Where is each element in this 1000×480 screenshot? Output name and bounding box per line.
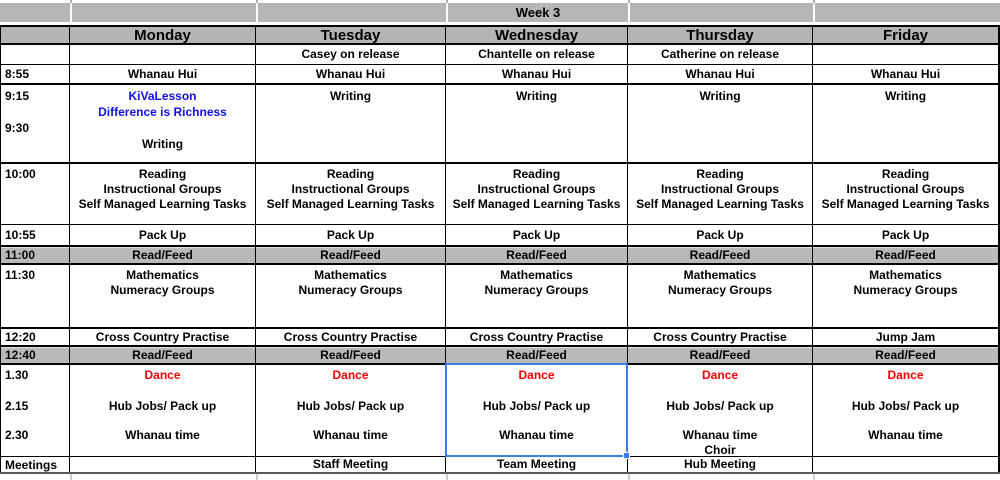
cell-whanau-hui-tuesday[interactable] <box>256 65 446 83</box>
time-label: 12:20 <box>5 330 36 344</box>
cell-afternoon-friday[interactable] <box>813 365 1000 456</box>
cell-text <box>70 120 255 136</box>
cell-text: Numeracy Groups <box>484 283 589 297</box>
cell-text: Read/Feed <box>132 247 193 262</box>
cell-pack-up-wednesday[interactable] <box>446 225 628 245</box>
cell-text: Dance <box>332 368 369 382</box>
cell-pack-up-monday[interactable] <box>70 225 256 245</box>
time-label: 1.30 <box>5 368 29 382</box>
day-header-wednesday[interactable] <box>446 27 628 43</box>
day-label: Friday <box>882 26 928 44</box>
day-label: Tuesday <box>320 26 381 44</box>
row-whanau-hui <box>0 64 1000 83</box>
row-read-feed-2 <box>0 345 1000 363</box>
cell-meeting-wednesday[interactable] <box>446 457 628 472</box>
day-header-thursday[interactable] <box>628 27 813 43</box>
cell-afternoon-tuesday[interactable] <box>256 365 446 456</box>
cell-text: Casey on release <box>301 47 400 61</box>
cell-reading-thursday[interactable] <box>628 164 813 224</box>
cell-text: Pack Up <box>881 227 930 242</box>
cell-text: Hub Jobs/ Pack up <box>482 399 591 413</box>
cell-text: Hub Jobs/ Pack up <box>108 399 217 413</box>
cell-read-feed2-friday[interactable] <box>813 347 1000 363</box>
cell-afternoon-monday[interactable] <box>70 365 256 456</box>
cell-writing-thursday[interactable] <box>628 85 813 162</box>
cell-text: Hub Jobs/ Pack up <box>296 399 405 413</box>
cell-reading-wednesday[interactable] <box>446 164 628 224</box>
cell-reading-tuesday[interactable] <box>256 164 446 224</box>
cell-text: Instructional Groups <box>291 182 410 196</box>
banner-cell[interactable] <box>813 3 1000 22</box>
cell-text: Whanau Hui <box>315 66 386 81</box>
week-banner-row <box>0 3 1000 22</box>
cell-text: Whanau time <box>125 428 200 442</box>
cell-text: Hub Jobs/ Pack up <box>851 399 960 413</box>
cell-text: Difference is Richness <box>98 105 227 119</box>
time-cell-12-20[interactable] <box>0 329 70 345</box>
cell-text: Writing <box>329 89 372 103</box>
cell-text: Hub Meeting <box>684 457 756 471</box>
cell-text: Pack Up <box>326 227 375 242</box>
time-cell-10-00[interactable] <box>0 164 70 224</box>
cell-whanau-hui-monday[interactable] <box>70 65 256 83</box>
cell-read-feed-monday[interactable] <box>70 247 256 263</box>
cell-text: Read/Feed <box>875 347 936 362</box>
row-mathematics <box>0 263 1000 327</box>
cell-pack-up-friday[interactable] <box>813 225 1000 245</box>
row-writing <box>0 83 1000 162</box>
cell-text: Numeracy Groups <box>298 283 403 297</box>
row-reading <box>0 162 1000 224</box>
cell-whanau-hui-thursday[interactable] <box>628 65 813 83</box>
cell-text: Read/Feed <box>875 247 936 262</box>
cell-text: Instructional Groups <box>477 182 596 196</box>
cell-text: Writing <box>699 89 741 103</box>
time-label: 10:55 <box>5 228 36 242</box>
cell-meeting-friday[interactable] <box>813 457 1000 472</box>
cell-text: Jump Jam <box>875 329 936 344</box>
banner-cell[interactable] <box>70 3 256 22</box>
cell-text: Writing <box>884 89 927 103</box>
cell-text: Catherine on release <box>660 47 780 61</box>
day-header-tuesday[interactable] <box>256 27 446 43</box>
time-label: 9:30 <box>5 121 30 135</box>
cell-text: Team Meeting <box>496 457 577 471</box>
cell-text: Reading <box>138 167 187 181</box>
cell-whanau-hui-wednesday[interactable] <box>446 65 628 83</box>
row-cross-country <box>0 327 1000 345</box>
cell-text: Dance <box>144 368 181 382</box>
cell-release-thursday[interactable] <box>628 45 813 64</box>
cell-text: Self Managed Learning Tasks <box>452 197 621 211</box>
cell-text: Reading <box>326 167 375 181</box>
cell-text: Whanau time <box>682 428 758 442</box>
cell-afternoon-thursday[interactable] <box>628 365 813 456</box>
cell-cross-country-monday[interactable] <box>70 329 256 345</box>
week-title: Week 3 <box>515 5 561 20</box>
cell-read-feed2-tuesday[interactable] <box>256 347 446 363</box>
cell-release-tuesday[interactable] <box>256 45 446 64</box>
time-label: 11:00 <box>5 248 36 262</box>
cell-text: Numeracy Groups <box>667 283 773 297</box>
banner-cell[interactable] <box>0 3 70 22</box>
cell-text: Cross Country Practise <box>283 329 418 344</box>
cell-text: Pack Up <box>138 227 187 242</box>
cell-text: Read/Feed <box>506 347 567 362</box>
time-label: 8:55 <box>5 67 30 81</box>
day-header-row <box>0 25 1000 45</box>
cell-text: Writing <box>141 137 184 151</box>
cell-text: Mathematics <box>314 268 387 282</box>
cell-reading-friday[interactable] <box>813 164 1000 224</box>
cell-release-friday[interactable] <box>813 45 1000 64</box>
corner-header-cell[interactable] <box>0 27 70 43</box>
cell-text: Self Managed Learning Tasks <box>78 197 247 211</box>
cell-text: Reading <box>512 167 561 181</box>
release-row <box>0 45 1000 64</box>
cell-read-feed-tuesday[interactable] <box>256 247 446 263</box>
cell-text: Reading <box>696 167 744 181</box>
day-header-friday[interactable] <box>813 27 1000 43</box>
cell-read-feed2-monday[interactable] <box>70 347 256 363</box>
cell-reading-monday[interactable] <box>70 164 256 224</box>
cell-afternoon-wednesday-selected[interactable] <box>446 365 628 456</box>
cell-text: Whanau time <box>499 428 574 442</box>
cell-text: Pack Up <box>512 227 561 242</box>
cell-mathematics-monday[interactable] <box>70 265 256 327</box>
cell-text: Whanau Hui <box>870 66 941 81</box>
cell-text: Writing <box>515 89 558 103</box>
cell-text: Numeracy Groups <box>853 283 958 297</box>
cell-text: Mathematics <box>126 268 199 282</box>
banner-cell[interactable] <box>628 3 813 22</box>
cell-text: Whanau time <box>868 428 943 442</box>
cell-text: Numeracy Groups <box>110 283 215 297</box>
time-cell-10-55[interactable] <box>0 225 70 245</box>
cell-read-feed2-thursday[interactable] <box>628 347 813 363</box>
release-row-label-cell[interactable] <box>0 45 70 64</box>
row-meetings <box>0 456 1000 474</box>
cell-writing-monday[interactable] <box>70 85 256 162</box>
cell-release-monday[interactable] <box>70 45 256 64</box>
cell-cross-country-tuesday[interactable] <box>256 329 446 345</box>
time-label: 11:30 <box>5 268 36 282</box>
time-cell-8-55[interactable] <box>0 65 70 83</box>
cell-cross-country-wednesday[interactable] <box>446 329 628 345</box>
cell-mathematics-tuesday[interactable] <box>256 265 446 327</box>
time-cell-11-30[interactable] <box>0 265 70 327</box>
cell-text: Self Managed Learning Tasks <box>821 197 990 211</box>
cell-text: KiVaLesson <box>128 89 197 103</box>
cell-text: Whanau time <box>313 428 388 442</box>
cell-text: Staff Meeting <box>312 457 389 471</box>
day-label: Thursday <box>686 26 754 44</box>
cell-text: Instructional Groups <box>846 182 965 196</box>
cell-text: Self Managed Learning Tasks <box>266 197 435 211</box>
cell-read-feed-wednesday[interactable] <box>446 247 628 263</box>
cell-text: Whanau Hui <box>501 66 572 81</box>
day-label: Monday <box>134 26 191 44</box>
cell-text: Read/Feed <box>506 247 567 262</box>
cell-pack-up-thursday[interactable] <box>628 225 813 245</box>
cell-text: Reading <box>881 167 930 181</box>
row-read-feed-1 <box>0 245 1000 263</box>
cell-read-feed-friday[interactable] <box>813 247 1000 263</box>
cell-text: Self Managed Learning Tasks <box>636 197 804 211</box>
cell-text: Read/Feed <box>689 247 751 262</box>
cell-text: Read/Feed <box>320 247 381 262</box>
cell-mathematics-friday[interactable] <box>813 265 1000 327</box>
cell-text: Read/Feed <box>689 347 751 362</box>
cell-text: Cross Country Practise <box>469 329 604 344</box>
cell-meeting-thursday[interactable] <box>628 457 813 472</box>
cell-read-feed-thursday[interactable] <box>628 247 813 263</box>
row-pack-up <box>0 224 1000 245</box>
cell-text: Choir <box>704 443 736 457</box>
cell-read-feed2-wednesday[interactable] <box>446 347 628 363</box>
cell-writing-tuesday[interactable] <box>256 85 446 162</box>
cell-writing-friday[interactable] <box>813 85 1000 162</box>
meetings-label: Meetings <box>5 457 58 472</box>
time-cell-12-40[interactable] <box>0 347 70 363</box>
time-cell-9-15[interactable] <box>0 85 70 162</box>
cell-meeting-tuesday[interactable] <box>256 457 446 472</box>
time-label: 2.30 <box>5 428 29 442</box>
cell-jump-jam-friday[interactable] <box>813 329 1000 345</box>
cell-pack-up-tuesday[interactable] <box>256 225 446 245</box>
day-label: Wednesday <box>494 26 579 44</box>
fill-handle[interactable] <box>623 452 630 459</box>
cell-text: Dance <box>887 368 924 382</box>
cell-text: Cross Country Practise <box>95 329 230 344</box>
cell-cross-country-thursday[interactable] <box>628 329 813 345</box>
cell-text: Whanau Hui <box>685 66 755 81</box>
bottom-gridline-strip <box>0 474 1000 480</box>
time-label: 2.15 <box>5 399 29 413</box>
cell-text: Dance <box>701 368 739 382</box>
time-cell-afternoon[interactable] <box>0 365 70 456</box>
cell-text: Read/Feed <box>320 347 381 362</box>
cell-text: Instructional Groups <box>660 182 779 196</box>
meetings-label-cell[interactable] <box>0 457 70 472</box>
cell-text: Dance <box>518 368 555 382</box>
cell-mathematics-wednesday[interactable] <box>446 265 628 327</box>
week-title-cell[interactable] <box>446 3 628 22</box>
cell-text: Read/Feed <box>132 347 193 362</box>
cell-writing-wednesday[interactable] <box>446 85 628 162</box>
banner-cell[interactable] <box>256 3 446 22</box>
time-label: 9:15 <box>5 89 30 103</box>
cell-text: Instructional Groups <box>103 182 222 196</box>
day-header-monday[interactable] <box>70 27 256 43</box>
time-label: 12:40 <box>5 348 36 362</box>
time-cell-11-00[interactable] <box>0 247 70 263</box>
row-afternoon <box>0 363 1000 456</box>
cell-whanau-hui-friday[interactable] <box>813 65 1000 83</box>
cell-text: Mathematics <box>500 268 573 282</box>
cell-text: Pack Up <box>696 227 744 242</box>
cell-text: Mathematics <box>683 268 757 282</box>
cell-text: Mathematics <box>869 268 942 282</box>
cell-release-wednesday[interactable] <box>446 45 628 64</box>
cell-mathematics-thursday[interactable] <box>628 265 813 327</box>
time-label: 10:00 <box>5 167 36 181</box>
cell-text: Cross Country Practise <box>653 329 787 344</box>
cell-text: Hub Jobs/ Pack up <box>666 399 774 413</box>
cell-text: Whanau Hui <box>127 66 198 81</box>
cell-text: Chantelle on release <box>478 47 595 61</box>
cell-meeting-monday[interactable] <box>70 457 256 472</box>
